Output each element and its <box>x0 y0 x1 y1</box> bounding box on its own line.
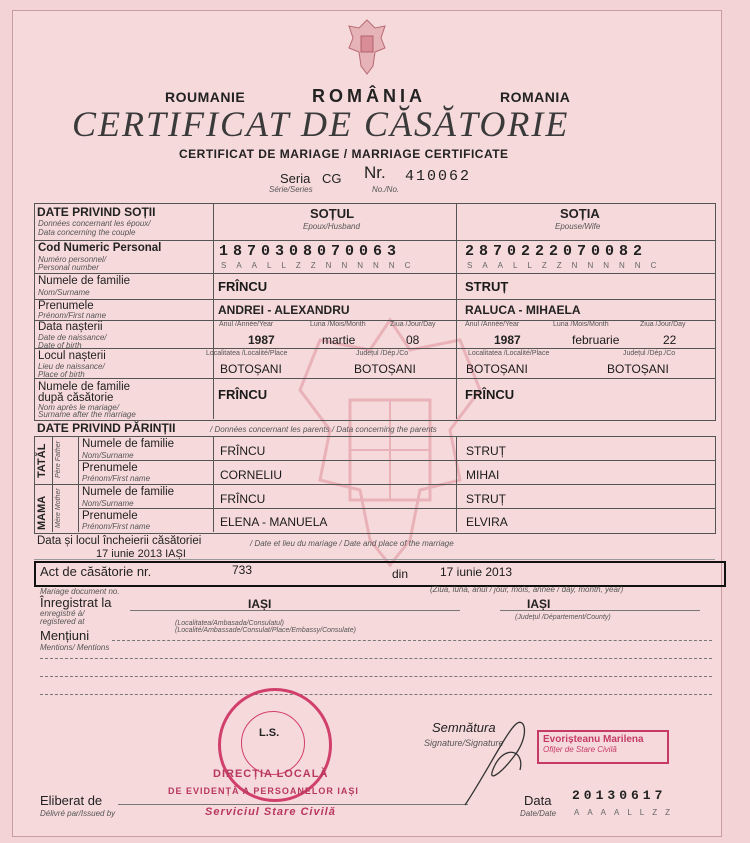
wife-pob-locality: BOTOȘANI <box>466 362 528 376</box>
dob-hdr-year-w: Anul /Année/Year <box>465 321 520 328</box>
signature-label: Semnătura <box>432 720 496 735</box>
act-number: 733 <box>232 563 253 577</box>
registered-sub2: registered at <box>40 617 85 626</box>
date-place-label: Data și locul încheierii căsătoriei <box>37 535 202 547</box>
pob-hdr-loc-w: Localitatea /Localité/Place <box>468 350 550 357</box>
father-surname-sub: Nom/Surname <box>82 451 134 460</box>
spouses-section-title: DATE PRIVIND SOȚII <box>37 205 156 219</box>
husband-after-surname: FRÎNCU <box>218 387 268 402</box>
cnp-sub2: Personal number <box>38 263 99 272</box>
wife-header: SOȚIA <box>560 206 600 221</box>
country-en: ROMANIA <box>500 89 571 105</box>
h-mother-surname: FRÎNCU <box>220 492 266 506</box>
registered-locality: IAȘI <box>248 597 272 611</box>
issued-label: Eliberat de <box>40 793 103 808</box>
seria-value: CG <box>322 171 342 186</box>
act-label: Act de căsătorie nr. <box>40 564 152 579</box>
date-value: 20130617 <box>572 788 667 803</box>
husband-header-sub: Epoux/Husband <box>303 222 360 231</box>
husband-dob-month: martie <box>322 333 356 347</box>
w-father-surname: STRUȚ <box>466 444 506 458</box>
registered-county-sub: (Județul /Département/County) <box>515 614 611 621</box>
husband-header: SOȚUL <box>310 206 355 221</box>
dob-hdr-day-h: Ziua /Jour/Day <box>390 321 436 328</box>
dob-hdr-month-h: Luna /Mois/Month <box>310 321 366 328</box>
ls-mark: L.S. <box>259 727 280 739</box>
nr-label: Nr. <box>364 163 386 182</box>
husband-firstname: ANDREI - ALEXANDRU <box>218 303 350 317</box>
act-sub: Mariage document no. <box>40 587 120 596</box>
country-ro: ROMÂNIA <box>312 86 426 106</box>
dob-hdr-month-w: Luna /Mois/Month <box>553 321 609 328</box>
husband-surname: FRÎNCU <box>218 279 268 294</box>
mother-firstname-label: Prenumele <box>82 510 138 522</box>
wife-header-sub: Epouse/Wife <box>555 222 601 231</box>
pob-hdr-loc-h: Localitatea /Localité/Place <box>206 350 288 357</box>
wife-cnp: 2870222070082 <box>465 243 648 260</box>
date-hint: AAAALLZZ <box>574 808 679 817</box>
firstname-label: Prenumele <box>38 300 94 312</box>
dob-sub2: Date of birth <box>38 341 82 350</box>
nr-value: 410062 <box>405 168 472 185</box>
document-title: CERTIFICAT DE CĂSĂTORIE <box>72 104 570 144</box>
dob-label: Data nașterii <box>38 321 103 333</box>
parents-section-sub: / Données concernant les parents / Data concerning the parents <box>210 425 437 434</box>
father-label: TATĂL <box>36 443 48 478</box>
signature-sub: Signature/Signature <box>424 738 504 748</box>
country-fr: ROUMANIE <box>165 89 246 105</box>
official-seal <box>218 688 332 802</box>
w-mother-surname: STRUȚ <box>466 492 506 506</box>
signature-scribble-icon <box>455 715 535 815</box>
h-mother-firstname: ELENA - MANUELA <box>220 515 328 529</box>
dob-hdr-year-h: Anul /Année/Year <box>219 321 274 328</box>
pob-hdr-county-w: Județul /Dép./Co <box>623 350 676 357</box>
mother-label: MAMA <box>36 495 48 530</box>
issued-sub: Délivré par/Issued by <box>40 809 116 818</box>
directia-line1: DIRECȚIA LOCALĂ <box>213 768 329 780</box>
serviciul-text: Serviciul Stare Civilă <box>205 806 336 818</box>
wife-after-surname: FRÎNCU <box>465 387 515 402</box>
after-label2: după căsătorie <box>38 392 114 404</box>
pob-hdr-county-h: Județul /Dép./Co <box>356 350 409 357</box>
mother-surname-label: Numele de familie <box>82 486 175 498</box>
spouses-section-sub2: Data concerning the couple <box>38 228 136 237</box>
surname-label: Numele de familie <box>38 275 131 287</box>
officer-stamp <box>537 730 669 764</box>
husband-cnp-hint: SAALLZZNNNNNC <box>221 261 421 270</box>
mother-firstname-sub: Prénom/First name <box>82 522 151 531</box>
mentions-label: Mențiuni <box>40 628 90 643</box>
mother-surname-sub: Nom/Surname <box>82 499 134 508</box>
pob-label: Locul nașterii <box>38 350 106 362</box>
husband-cnp: 1870308070063 <box>219 243 402 260</box>
surname-sub: Nom/Surname <box>38 288 90 297</box>
registered-sub1: enregistré à/ <box>40 609 85 618</box>
act-date-sub: (Ziua, luna, anul / jour, mois, année / day, month, year) <box>430 585 624 594</box>
mentions-sub: Mentions/ Mentions <box>40 643 110 652</box>
dob-hdr-day-w: Ziua /Jour/Day <box>640 321 686 328</box>
seria-sub: Série/Series <box>269 185 313 194</box>
cnp-sub1: Numéro personnel/ <box>38 255 107 264</box>
wife-cnp-hint: SAALLZZNNNNNC <box>467 261 667 270</box>
wife-dob-day: 22 <box>663 333 677 347</box>
father-firstname-sub: Prénom/First name <box>82 474 151 483</box>
husband-pob-locality: BOTOȘANI <box>220 362 282 376</box>
wife-dob-year: 1987 <box>494 333 521 347</box>
registered-locality-sub: (Localitatea/Ambasada/Consulatul) (Localité/Ambassade/Consulat/Place/Embassy/Consulate) <box>175 620 356 634</box>
after-label1: Numele de familie <box>38 381 131 393</box>
firstname-sub: Prénom/First name <box>38 311 107 320</box>
h-father-surname: FRÎNCU <box>220 444 266 458</box>
father-sub: Père Father <box>55 441 62 478</box>
husband-pob-county: BOTOȘANI <box>354 362 416 376</box>
seria-label: Seria <box>280 171 311 186</box>
coat-of-arms-icon <box>345 18 389 76</box>
officer-title: Ofițer de Stare Civilă <box>543 745 617 754</box>
directia-line2: DE EVIDENȚĂ A PERSOANELOR IAȘI <box>168 786 359 796</box>
mother-sub: Mère Mother <box>55 488 62 528</box>
nr-sub: No./No. <box>372 185 400 194</box>
pob-sub1: Lieu de naissance/ <box>38 362 105 371</box>
after-sub1: Nom après le mariage/ <box>38 403 119 412</box>
w-mother-firstname: ELVIRA <box>466 515 508 529</box>
after-sub2: Surname after the marriage <box>38 410 136 419</box>
document-subtitle: CERTIFICAT DE MARIAGE / MARRIAGE CERTIFICATE <box>179 147 509 161</box>
wife-pob-county: BOTOȘANI <box>607 362 669 376</box>
cnp-label: Cod Numeric Personal <box>38 242 162 254</box>
act-date: 17 iunie 2013 <box>440 565 513 579</box>
wife-firstname: RALUCA - MIHAELA <box>465 303 581 317</box>
father-surname-label: Numele de familie <box>82 438 175 450</box>
spouses-table <box>34 203 716 421</box>
date-sub: Date/Date <box>520 809 557 818</box>
registered-label: Înregistrat la <box>40 595 112 610</box>
husband-dob-year: 1987 <box>248 333 275 347</box>
h-father-firstname: CORNELIU <box>220 468 283 482</box>
officer-name: Evorișteanu Marilena <box>543 734 644 745</box>
wife-dob-month: februarie <box>572 333 620 347</box>
w-father-firstname: MIHAI <box>466 468 500 482</box>
date-label: Data <box>524 793 552 808</box>
father-firstname-label: Prenumele <box>82 462 138 474</box>
din-label: din <box>392 567 409 581</box>
spouses-section-sub1: Données concernant les époux/ <box>38 219 151 228</box>
dob-sub1: Date de naissance/ <box>38 333 107 342</box>
wife-surname: STRUȚ <box>465 279 509 294</box>
date-place-value: 17 iunie 2013 IAȘI <box>96 548 186 560</box>
parents-section-title: DATE PRIVIND PĂRINȚII <box>37 421 176 435</box>
husband-dob-day: 08 <box>406 333 420 347</box>
pob-sub2: Place of birth <box>38 370 85 379</box>
date-place-sub: / Date et lieu du mariage / Date and place of the marriage <box>250 539 454 548</box>
registered-county: IAȘI <box>527 597 551 611</box>
